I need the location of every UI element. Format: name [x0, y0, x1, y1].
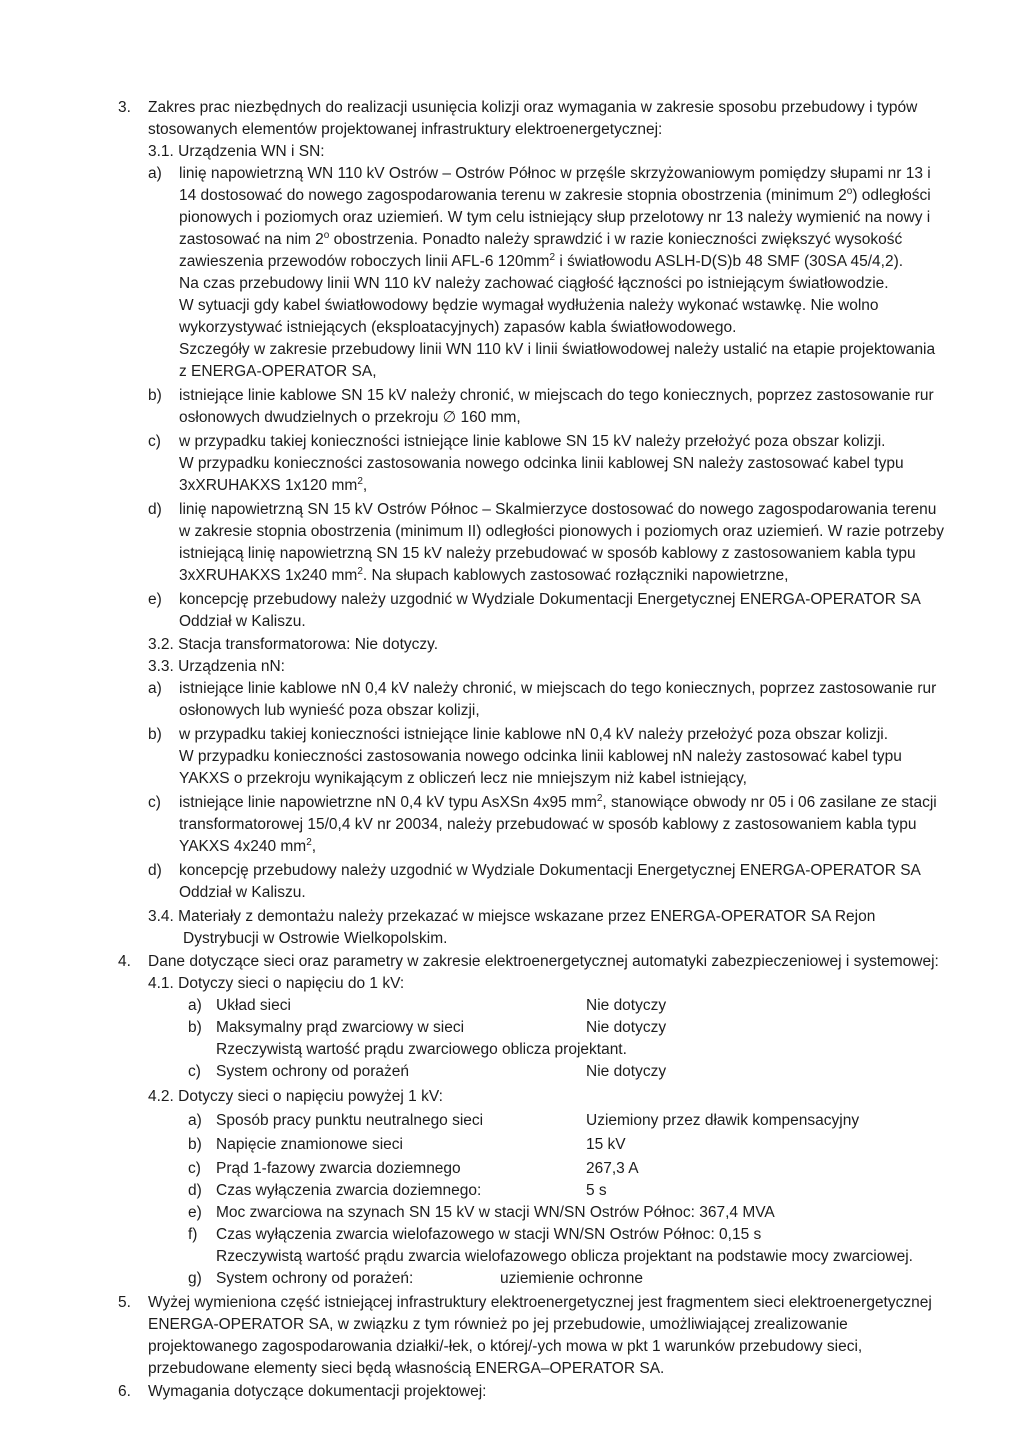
- paragraph-line: istniejące linie napowietrzne nN 0,4 kV typu AsXSn 4x95 $mm^2$, stanowiące obwody nr 05 i 06 zasilane ze stacji: [179, 792, 937, 811]
- paragraph-line: 3xXRUHAKXS 1x240 $mm^2$. Na słupach kablowych zastosować rozłączniki napowietrzne,: [179, 565, 789, 584]
- param-value: Nie dotyczy: [586, 1063, 667, 1080]
- section-5-line: ENERGA-OPERATOR SA, w związku z tym również po jej przebudowie, umożliwiającej zrealizowanie: [148, 1316, 848, 1333]
- paragraph-line: YAKXS o przekroju wynikającym z obliczeń lecz nie mniejszym niż kabel istniejący,: [179, 770, 747, 787]
- item-letter: c): [188, 1063, 201, 1080]
- paragraph-line: zawieszenia przewodów roboczych linii AFL-6 $120mm^2$ i światłowodu ASLH-D(S)b 48 SMF (30SA 45/4,2).: [179, 251, 904, 270]
- paragraph-line: Oddział w Kaliszu.: [179, 884, 306, 901]
- item-letter: d): [148, 862, 162, 879]
- subsection-4-1-heading: 4.1. Dotyczy sieci o napięciu do 1 kV:: [148, 975, 405, 992]
- paragraph-line: W przypadku konieczności zastosowania nowego odcinka linii kablowej SN należy zastosować kabel typu: [179, 455, 904, 472]
- param-label: Prąd 1-fazowy zwarcia doziemnego: [216, 1160, 461, 1177]
- param-label: Moc zwarciowa na szynach SN 15 kV w stacji WN/SN Ostrów Północ: 367,4 MVA: [216, 1204, 775, 1221]
- paragraph-line: transformatorowej 15/0,4 kV nr 20034, należy przebudować w sposób kablowy z zastosowaniem kabla typu: [179, 816, 917, 833]
- section-5-line: Wyżej wymieniona część istniejącej infrastruktury elektroenergetycznej jest fragmentem sieci elektroenergetycznej: [148, 1294, 932, 1311]
- item-letter: c): [148, 433, 161, 450]
- param-label: Układ sieci: [216, 997, 291, 1014]
- subsection-3-2: 3.2. Stacja transformatorowa: Nie dotyczy.: [148, 636, 439, 653]
- param-value: Nie dotyczy: [586, 997, 667, 1014]
- paragraph-line: Oddział w Kaliszu.: [179, 613, 306, 630]
- item-letter: d): [188, 1182, 202, 1199]
- paragraph-line: koncepcję przebudowy należy uzgodnić w Wydziale Dokumentacji Energetycznej ENERGA-OPERATOR SA: [179, 591, 921, 608]
- paragraph-line: Na czas przebudowy linii WN 110 kV należy zachować ciągłość łączności po istniejącym światłowodzie.: [179, 275, 889, 292]
- section-number: 6.: [118, 1383, 131, 1400]
- param-label: Czas wyłączenia zwarcia wielofazowego w stacji WN/SN Ostrów Północ: 0,15 s: [216, 1226, 762, 1243]
- paragraph-line: koncepcję przebudowy należy uzgodnić w Wydziale Dokumentacji Energetycznej ENERGA-OPERATOR SA: [179, 862, 921, 879]
- item-letter: a): [148, 165, 162, 182]
- item-letter: a): [188, 997, 202, 1014]
- subsection-3-4: 3.4. Materiały z demontażu należy przekazać w miejsce wskazane przez ENERGA-OPERATOR SA Rejon: [148, 908, 876, 925]
- subsection-3-3-heading: 3.3. Urządzenia nN:: [148, 658, 285, 675]
- paragraph-line: w przypadku takiej konieczności istniejące linie kablowe SN 15 kV należy przełożyć poza obszar kolizji.: [179, 433, 886, 450]
- paragraph-line: w przypadku takiej konieczności istniejące linie kablowe nN 0,4 kV należy przełożyć poza obszar kolizji.: [179, 726, 889, 743]
- paragraph-line: 14 dostosować do nowego zagospodarowania terenu w zakresie stopnia obostrzenia (minimum 2$^o$) odległości: [179, 185, 931, 204]
- paragraph-line: osłonowych dwudzielnych o przekroju ∅ 160 mm,: [179, 409, 521, 426]
- paragraph-line: osłonowych lub wynieść poza obszar kolizji,: [179, 702, 480, 719]
- section-4-title: Dane dotyczące sieci oraz parametry w zakresie elektroenergetycznej automatyki zabezpieczeniowej i systemowej:: [148, 953, 939, 970]
- item-letter: c): [188, 1160, 201, 1177]
- param-value: uziemienie ochronne: [500, 1270, 644, 1287]
- paragraph-line: linię napowietrzną WN 110 kV Ostrów – Ostrów Północ w przęśle skrzyżowaniowym pomiędzy słupami nr 13 i: [179, 165, 931, 182]
- item-letter: c): [148, 794, 161, 811]
- item-letter: a): [148, 680, 162, 697]
- paragraph-line: 3xXRUHAKXS 1x120 $mm^2$,: [179, 475, 368, 494]
- param-value: Uziemiony przez dławik kompensacyjny: [586, 1112, 860, 1129]
- section-number: 4.: [118, 953, 131, 970]
- item-letter: b): [188, 1019, 202, 1036]
- paragraph-line: z ENERGA-OPERATOR SA,: [179, 363, 377, 380]
- param-label: Czas wyłączenia zwarcia doziemnego:: [216, 1182, 482, 1199]
- item-letter: e): [188, 1204, 202, 1221]
- param-value: Nie dotyczy: [586, 1019, 667, 1036]
- paragraph-line: YAKXS 4x240 $mm^2$,: [179, 836, 317, 855]
- paragraph-line: W sytuacji gdy kabel światłowodowy będzie wymagał wydłużenia należy wykonać wstawkę. Nie wolno: [179, 297, 879, 314]
- param-label: Napięcie znamionowe sieci: [216, 1136, 403, 1153]
- paragraph-line: linię napowietrzną SN 15 kV Ostrów Północ – Skalmierzyce dostosować do nowego zagospodarowania terenu: [179, 501, 937, 518]
- paragraph-line: istniejącą linię napowietrzną SN 15 kV należy przebudować w sposób kablowy z zastosowaniem kabla typu: [179, 545, 916, 562]
- note-line: Rzeczywistą wartość prądu zwarciowego oblicza projektant.: [216, 1041, 627, 1058]
- item-letter: f): [188, 1226, 198, 1243]
- paragraph-line: pionowych i poziomych oraz uziemień. W tym celu istniejący słup przelotowy nr 13 należy wymienić na nowy i: [179, 209, 931, 226]
- note-line: Rzeczywistą wartość prądu zwarcia wielofazowego oblicza projektant na podstawie mocy zwarciowej.: [216, 1248, 913, 1265]
- subsection-4-2-heading: 4.2. Dotyczy sieci o napięciu powyżej 1 kV:: [148, 1088, 443, 1105]
- param-label: Maksymalny prąd zwarciowy w sieci: [216, 1019, 465, 1036]
- section-6-title: Wymagania dotyczące dokumentacji projektowej:: [148, 1383, 487, 1400]
- section-number: 5.: [118, 1294, 131, 1311]
- section-5-line: przebudowane elementy sieci będą własnością ENERGA–OPERATOR SA.: [148, 1360, 665, 1377]
- paragraph-line: wykorzystywać istniejących (eksploatacyjnych) zapasów kabla światłowodowego.: [179, 319, 737, 336]
- param-label: Sposób pracy punktu neutralnego sieci: [216, 1112, 484, 1129]
- item-letter: e): [148, 591, 162, 608]
- paragraph-line: W przypadku konieczności zastosowania nowego odcinka linii kablowej nN należy zastosować kabel typu: [179, 748, 902, 765]
- param-label: System ochrony od porażeń:: [216, 1270, 414, 1287]
- paragraph-line: Dystrybucji w Ostrowie Wielkopolskim.: [183, 930, 448, 947]
- param-value: 5 s: [586, 1182, 607, 1199]
- item-letter: g): [188, 1270, 202, 1287]
- item-letter: b): [148, 387, 162, 404]
- section-number: 3.: [118, 99, 131, 116]
- param-value: 15 kV: [586, 1136, 626, 1153]
- section-3-title-cont: stosowanych elementów projektowanej infrastruktury elektroenergetycznej:: [148, 121, 663, 138]
- param-label: System ochrony od porażeń: [216, 1063, 409, 1080]
- item-letter: b): [148, 726, 162, 743]
- paragraph-line: istniejące linie kablowe nN 0,4 kV należy chronić, w miejscach do tego koniecznych, poprzez zastosowanie rur: [179, 680, 937, 697]
- subsection-3-1-heading: 3.1. Urządzenia WN i SN:: [148, 143, 325, 160]
- paragraph-line: w zakresie stopnia obostrzenia (minimum II) odległości pionowych i poziomych oraz uziemień. W razie potrzeby: [179, 523, 944, 540]
- param-value: 267,3 A: [586, 1160, 639, 1177]
- item-letter: d): [148, 501, 162, 518]
- paragraph-line: Szczegóły w zakresie przebudowy linii WN 110 kV i linii światłowodowej należy ustalić na etapie projektowania: [179, 341, 936, 358]
- paragraph-line: zastosować na nim 2$^o$ obostrzenia. Ponadto należy sprawdzić i w razie konieczności zwiększyć wysokość: [179, 229, 903, 248]
- item-letter: a): [188, 1112, 202, 1129]
- paragraph-line: istniejące linie kablowe SN 15 kV należy chronić, w miejscach do tego koniecznych, poprzez zastosowanie rur: [179, 387, 934, 404]
- section-5-line: projektowanego zagospodarowania działki/-łek, o której/-ych mowa w pkt 1 warunków przebudowy sieci,: [148, 1338, 863, 1355]
- item-letter: b): [188, 1136, 202, 1153]
- section-3-title: Zakres prac niezbędnych do realizacji usunięcia kolizji oraz wymagania w zakresie sposobu przebudowy i typów: [148, 99, 918, 116]
